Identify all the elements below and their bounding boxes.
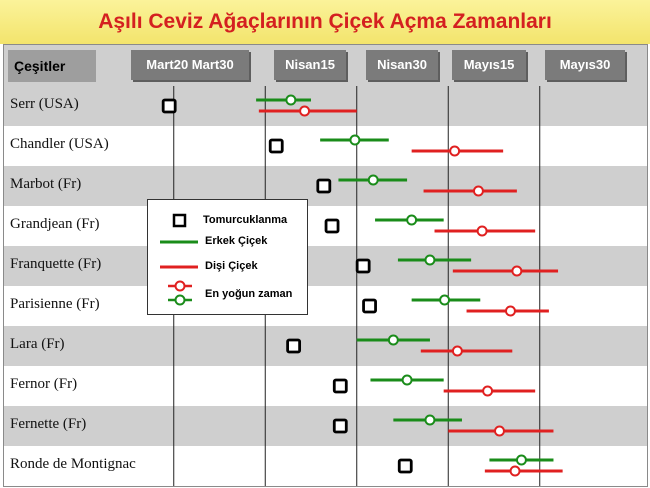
male-peak-marker [440,296,449,305]
male-peak-marker [350,136,359,145]
female-peak-marker [478,227,487,236]
row-label: Lara (Fr) [10,336,65,352]
header-col-nisan15: Nisan15 [274,50,346,80]
male-peak-marker [403,376,412,385]
female-peak-marker [474,187,483,196]
row-label: Ronde de Montignac [10,456,136,472]
chart-title: Aşılı Ceviz Ağaçlarının Çiçek Açma Zamanları [98,10,552,33]
bud-marker [364,300,376,312]
row-label: Serr (USA) [10,96,79,112]
male-peak-marker [425,416,434,425]
female-peak-marker [483,387,492,396]
male-peak-marker [369,176,378,185]
male-peak-marker [389,336,398,345]
legend-male-label: Erkek Çiçek [205,235,268,247]
row-label: Franquette (Fr) [10,256,102,272]
legend-peak-male-marker [176,296,185,305]
legend-bud-icon [174,215,185,226]
row-label: Grandjean (Fr) [10,216,100,232]
header-col-mayis30: Mayıs30 [545,50,625,80]
row-band [4,366,647,406]
female-peak-marker [506,307,515,316]
legend-peak-female-marker [176,282,185,291]
row-label: Marbot (Fr) [10,176,82,192]
bud-marker [270,140,282,152]
female-peak-marker [512,267,521,276]
legend-bud-label: Tomurcuklanma [203,214,288,226]
male-peak-marker [407,216,416,225]
bud-marker [334,380,346,392]
bud-marker [163,100,175,112]
header-varieties: Çeşitler [8,50,96,82]
male-peak-marker [286,96,295,105]
legend-female-label: Dişi Çiçek [205,260,258,272]
female-peak-marker [511,467,520,476]
row-band [4,326,647,366]
bud-marker [357,260,369,272]
row-label: Fernor (Fr) [10,376,78,392]
header-col-mayis15: Mayıs15 [452,50,526,80]
female-peak-marker [300,107,309,116]
male-peak-marker [425,256,434,265]
bud-marker [326,220,338,232]
row-band [4,406,647,446]
bud-marker [318,180,330,192]
bud-marker [399,460,411,472]
header-col-nisan30: Nisan30 [366,50,438,80]
female-peak-marker [495,427,504,436]
legend-peak-label: En yoğun zaman [205,288,293,300]
bud-marker [334,420,346,432]
female-peak-marker [453,347,462,356]
row-band [4,86,647,126]
row-label: Parisienne (Fr) [10,296,100,312]
row-label: Fernette (Fr) [10,416,87,432]
bud-marker [288,340,300,352]
legend [147,199,308,315]
female-peak-marker [450,147,459,156]
header-col-mart: Mart20 Mart30 [131,50,249,80]
male-peak-marker [517,456,526,465]
row-label: Chandler (USA) [10,136,109,152]
row-band [4,286,647,326]
